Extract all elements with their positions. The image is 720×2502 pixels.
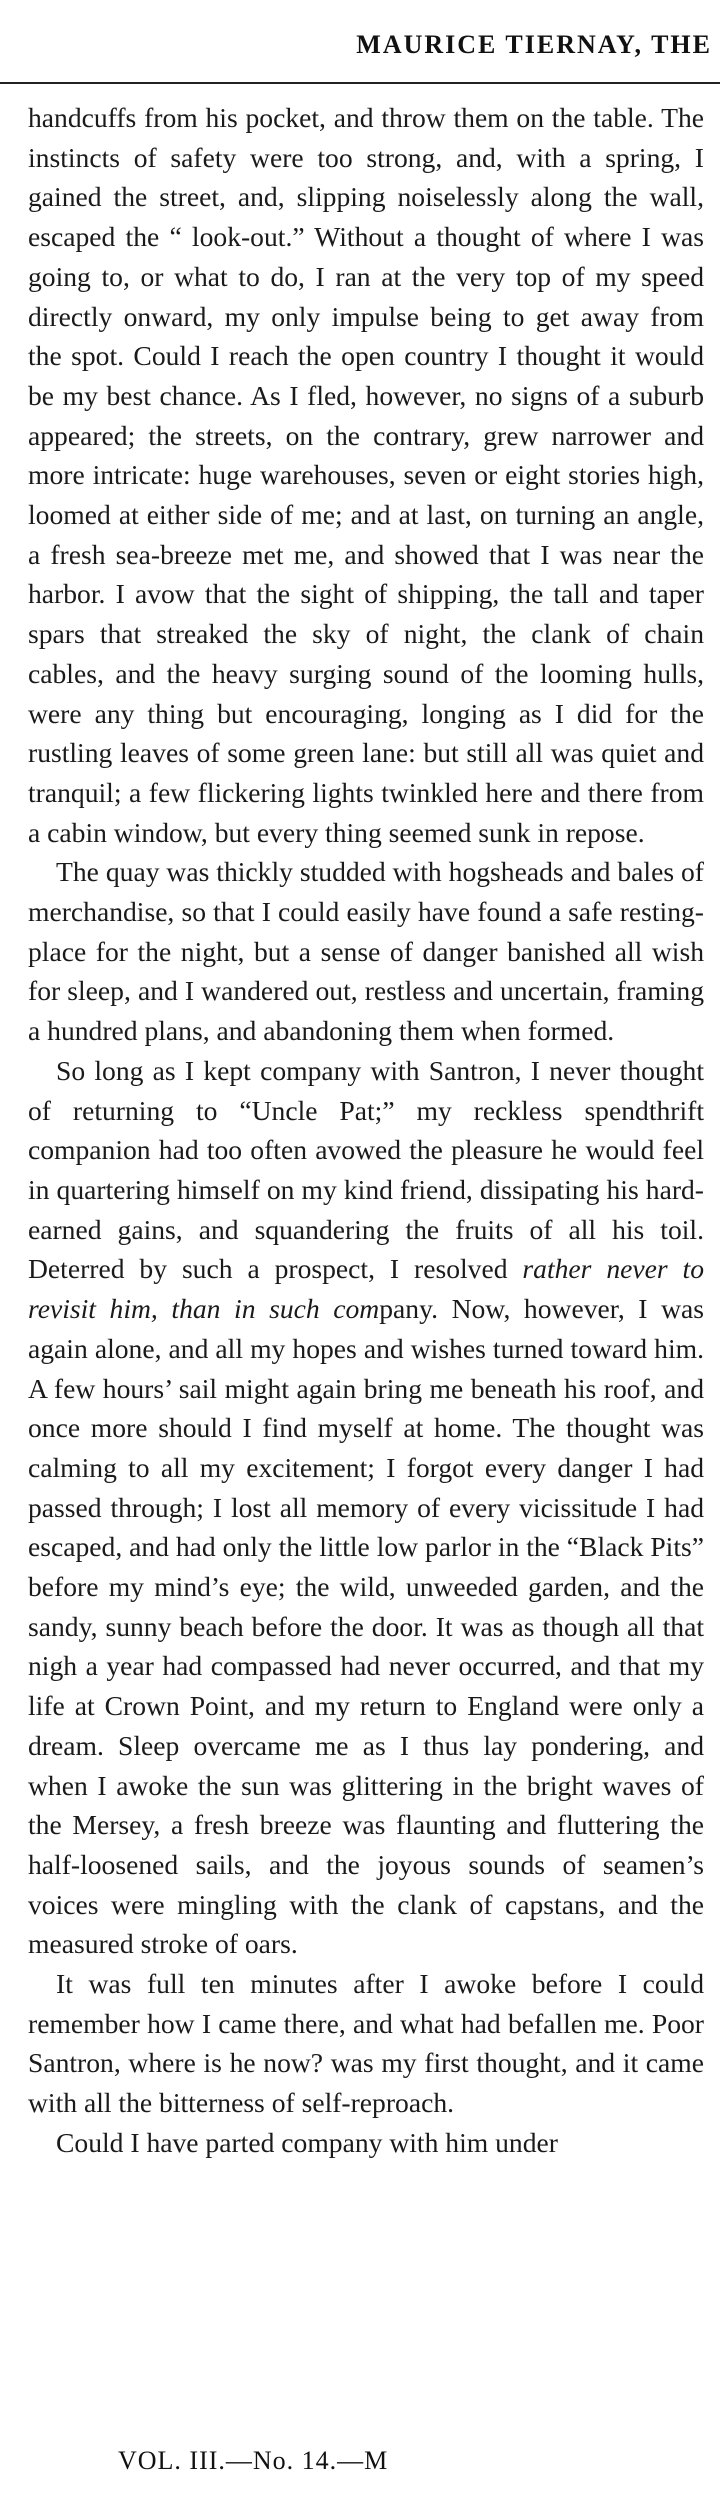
article-text-column (28, 98, 704, 2163)
paragraph-3 (28, 1051, 704, 1964)
paragraph-3-italic: rather never to revisit him, than in such com (28, 1253, 704, 1325)
running-head-title: MAURICE TIERNAY, THE (356, 30, 712, 59)
paragraph-4: It was full ten minutes after I awoke before I could remember how I came there, and what had befallen me. Poor Santron, where is he now? was my first thought, and it came with all the bitterness of self-reproach. (28, 1968, 704, 2119)
signature-mark: VOL. III.—No. 14.—M (118, 2446, 389, 2475)
paragraph-5: Could I have parted company with him under (56, 2126, 558, 2158)
header-rule (0, 82, 720, 84)
paragraph-2: The quay was thickly studded with hogsheads and bales of merchandise, so that I could easily have found a safe resting-place for the night, but a sense of danger banished all wish for sleep, and I wandered out, restless and uncertain, framing a hundred plans, and abandoning them when formed. (28, 856, 704, 1047)
paragraph-3-part-b: pany. Now, however, I was again alone, and all my hopes and wishes turned toward him. A few hours’ sail might again bring me beneath his roof, and once more should I find myself at home. The thought was calming to all my excitement; I forgot every danger I had passed through; I lost all memory of every vicissitude I had escaped, and had only the little low parlor in the “Black Pits” before my mind’s eye; the wild, unweeded garden, and the sandy, sunny beach before the door. It was as though all that nigh a year had compassed had never occurred, and that my life at Crown Point, and my return to England were only a dream. Sleep overcame me as I thus lay pondering, and when I awoke the sun was glittering in the bright waves of the Mersey, a fresh breeze was flaunting and fluttering the half-loosened sails, and the joyous sounds of seamen’s voices were mingling with the clank of capstans, and the measured stroke of oars. (28, 1293, 704, 1960)
paragraph-1: handcuffs from his pocket, and throw them on the table. The instincts of safety were too strong, and, with a spring, I gained the street, and, slipping noiselessly along the wall, escaped the “ look-out.” Without a thought of where I was going to, or what to do, I ran at the very top of my speed directly onward, my only impulse being to get away from the spot. Could I reach the open country I thought it would be my best chance. As I fled, however, no signs of a suburb appeared; the streets, on the contrary, grew narrower and more intricate: huge warehouses, seven or eight stories high, loomed at either side of me; and at last, on turning an angle, a fresh sea-breeze met me, and showed that I was near the harbor. I avow that the sight of shipping, the tall and taper spars that streaked the sky of night, the clank of chain cables, and the heavy surging sound of the looming hulls, were any thing but encouraging, longing as I did for the rustling leaves of some green lane: but still all was quiet and tranquil; a few flickering lights twinkled here and there from a cabin window, but every thing seemed sunk in repose. (28, 102, 704, 848)
paragraph-3-part-a: So long as I kept company with Santron, I never thought of returning to “Uncle Pat;” my reckless spendthrift companion had too often avowed the pleasure he would feel in quartering himself on my kind friend, dissipating his hard-earned gains, and squandering the fruits of all his toil. Deterred by such a prospect, I resolved (28, 1054, 704, 1285)
